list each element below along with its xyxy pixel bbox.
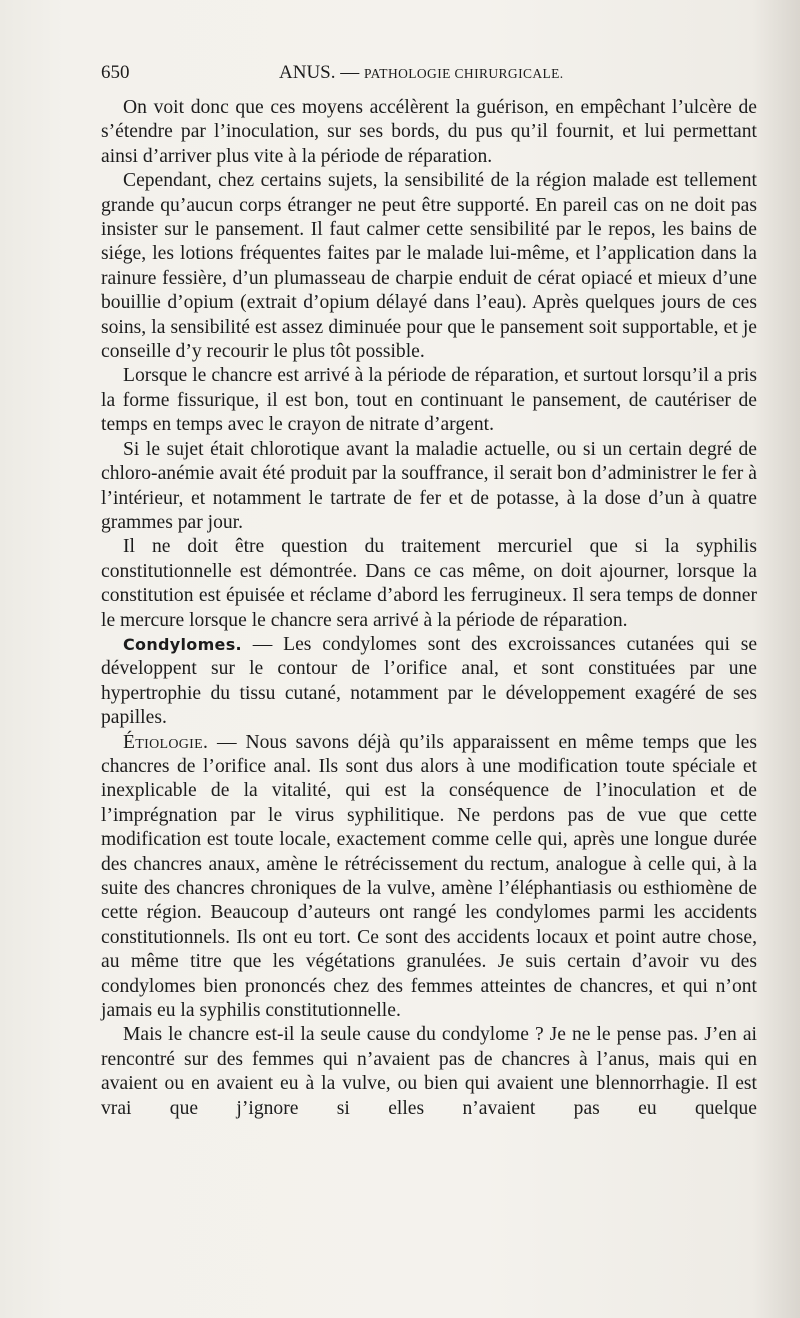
paragraph-text: Mais le chancre est-il la seule cause du condylome ? Je ne le pense pas. J’en ai rencontré sur des femmes qui n’avaient pas de chancres à l’anus, mais qui en avaient ou en avaient eu à la vulve, ou bien qui avaient une blennorrhagie. Il est vrai que j’ignore si elles n’avaient pas eu quelque (101, 1024, 757, 1119)
paragraph-text: Nous savons déjà qu’ils apparaissent en même temps que les chancres de l’orifice anal. Ils sont dus alors à une modification toute spéciale et inexplicable de la vitalité, qui est la conséquence de l’inoculation et de l’imprégnation par le virus syphilitique. Ne perdons pas de vue que cette modification est toute locale, exactement comme celle qui, après une longue durée des chancres anaux, amène le rétrécissement du rectum, analogue à celle qui, à la suite des chancres chroniques de la vulve, amène l’éléphantiasis ou esthiomène de cette région. Beaucoup d’auteurs ont rangé les condylomes parmi les accidents constitutionnels. Ils ont eu tort. Ce sont des accidents locaux et point autre chose, au même titre que les végétations granulées. Je suis certain d’avoir vu des condylomes bien prononcés chez des femmes atteintes de chancres, et qui n’ont jamais eu la syphilis constitutionnelle. (101, 731, 758, 1022)
paragraph-text: Les condylomes sont des excroissances cutanées qui se développent sur le contour de l’orifice anal, et sont constituées par une hypertrophie du tissu cutané, notamment par le développement exagéré de ses papilles. (101, 633, 758, 729)
paragraph (101, 535, 757, 633)
heading-dash: — (217, 731, 237, 753)
paragraph (101, 169, 757, 364)
paragraph-condylomes (101, 633, 757, 731)
paragraph-text: Il ne doit être question du traitement mercuriel que si la syphilis constitutionnelle est démontrée. Dans ce cas même, on doit ajourner, lorsque la constitution est épuisée et réclame d’abord les ferrugineux. Il sera temps de donner le mercure lorsque le chancre sera arrivé à la période de réparation. (101, 536, 757, 631)
chapter-title: ANUS. (279, 62, 336, 83)
heading-dash: — (252, 633, 273, 655)
section-heading-etiologie: Étiologie. (123, 731, 209, 753)
paragraph (101, 438, 757, 536)
section-subtitle: PATHOLOGIE CHIRURGICALE. (363, 66, 564, 81)
section-heading-condylomes: Condylomes. (123, 634, 242, 654)
page-number: 650 (101, 62, 130, 83)
running-header (101, 62, 757, 88)
paragraph-etiologie (101, 731, 757, 1024)
paragraph-text: Si le sujet était chlorotique avant la maladie actuelle, ou si un certain degré de chloro-anémie avait été produit par la souffrance, il serait bon d’administrer le fer à l’intérieur, et notamment le tartrate de fer et de potasse, à la dose d’un à quatre grammes par jour. (101, 438, 757, 533)
body-text (101, 96, 757, 1121)
running-title (279, 62, 564, 84)
paragraph (101, 96, 757, 169)
paragraph (101, 1023, 757, 1121)
title-separator: — (340, 62, 360, 83)
paragraph-text: Lorsque le chancre est arrivé à la période de réparation, et surtout lorsqu’il a pris la forme fissurique, il est bon, tout en continuant le pansement, de cautériser de temps en temps avec le crayon de nitrate d’argent. (101, 365, 757, 436)
paragraph (101, 364, 757, 437)
paragraph-text: On voit donc que ces moyens accélèrent la guérison, en empêchant l’ulcère de s’étendre par l’inoculation, sur ses bords, du pus qu’il fournit, et lui permettant ainsi d’arriver plus vite à la période de réparation. (101, 97, 757, 167)
paragraph-text: Cependant, chez certains sujets, la sensibilité de la région malade est tellement grande qu’aucun corps étranger ne peut être supporté. En pareil cas on ne doit pas insister sur le pansement. Il faut calmer cette sensibilité par le repos, les bains de siége, les lotions fréquentes faites par le malade lui-même, et l’application dans la rainure fessière, d’un plumasseau de charpie enduit de cérat opiacé et mieux d’une bouillie d’opium (extrait d’opium délayé dans l’eau). Après quelques jours de ces soins, la sensibilité est assez diminuée pour que le pansement soit supportable, et je conseille d’y recourir le plus tôt possible. (101, 170, 757, 363)
